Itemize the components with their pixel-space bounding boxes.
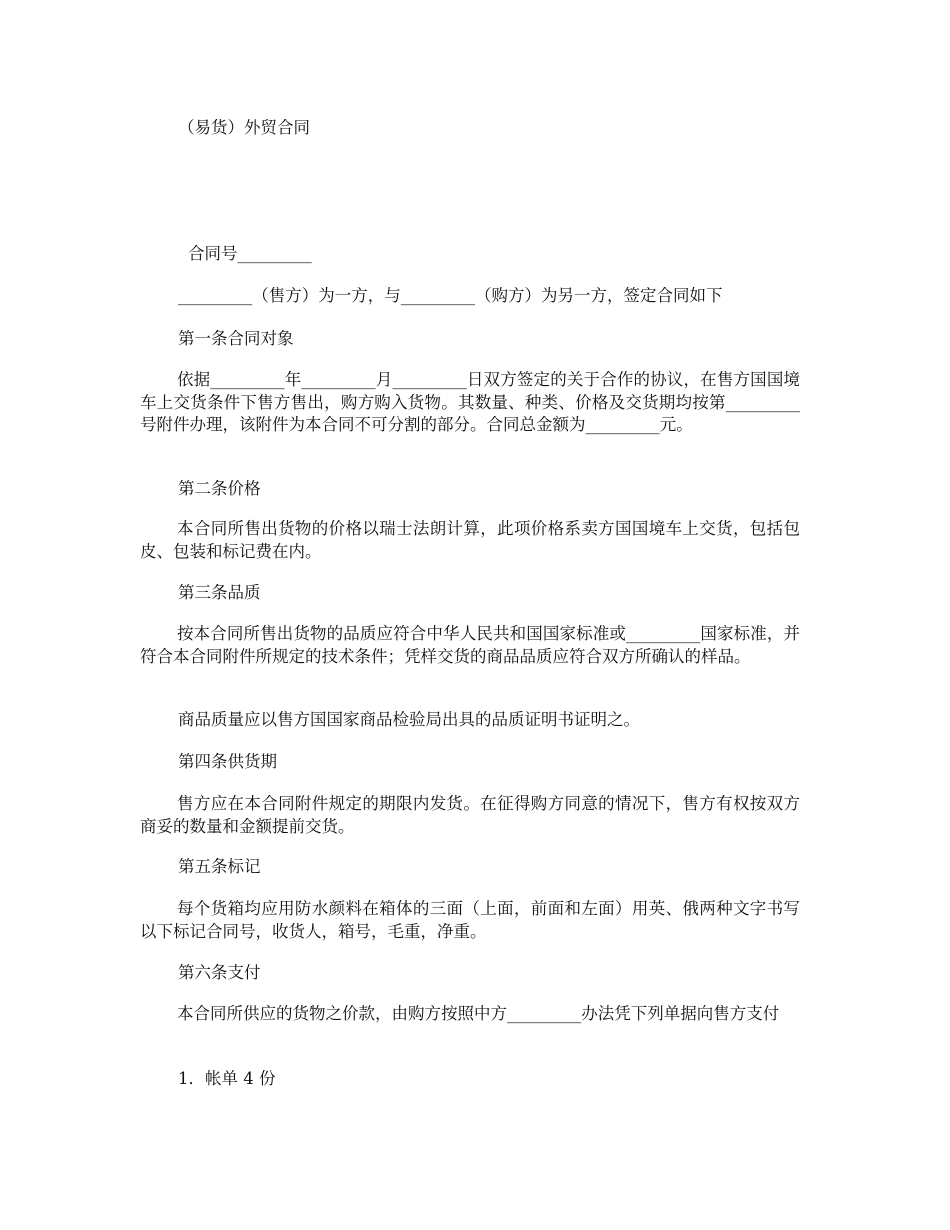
article4-body: 售方应在本合同附件规定的期限内发货。在征得购方同意的情况下，售方有权按双方商妥的数量和金额提前交货。	[140, 794, 800, 836]
article1-heading: 第一条合同对象	[178, 329, 294, 348]
article5-heading: 第五条标记	[178, 857, 261, 876]
article3-body-1: 按本合同所售出货物的品质应符合中华人民共和国国家标准或_________国家标准，并符合本合同附件所规定的技术条件；凭样交货的商品品质应符合双方所确认的样品。	[140, 624, 800, 666]
contract-number: 合同号_________	[188, 244, 312, 263]
article3-body-2: 商品质量应以售方国国家商品检验局出具的品质证明书证明之。	[178, 710, 640, 729]
document-title: （易货）外贸合同	[178, 118, 310, 137]
article2-body: 本合同所售出货物的价格以瑞士法朗计算，此项价格系卖方国国境车上交货，包括包皮、包装和标记费在内。	[140, 519, 800, 561]
article6-body: 本合同所供应的货物之价款，由购方按照中方_________办法凭下列单据向售方支付	[177, 1004, 780, 1023]
parties-line: _________（售方）为一方，与_________（购方）为另一方，签定合同如下	[178, 286, 723, 305]
article5-body: 每个货箱均应用防水颜料在箱体的三面（上面，前面和左面）用英、俄两种文字书写以下标记合同号，收货人，箱号，毛重，净重。	[140, 899, 800, 941]
article6-item-1: 1．帐单 4 份	[178, 1069, 276, 1088]
article2-heading: 第二条价格	[178, 479, 261, 498]
article4-heading: 第四条供货期	[178, 752, 277, 771]
article1-body: 依据_________年_________月_________日双方签定的关于合作的协议，在售方国国境车上交货条件下售方售出，购方购入货物。其数量、种类、价格及交货期均按第_________号附件办理，该附件为本合同不可分割的部分。合同总金额为_________元。	[140, 370, 800, 434]
article3-heading: 第三条品质	[178, 583, 261, 602]
article6-heading: 第六条支付	[178, 963, 261, 982]
